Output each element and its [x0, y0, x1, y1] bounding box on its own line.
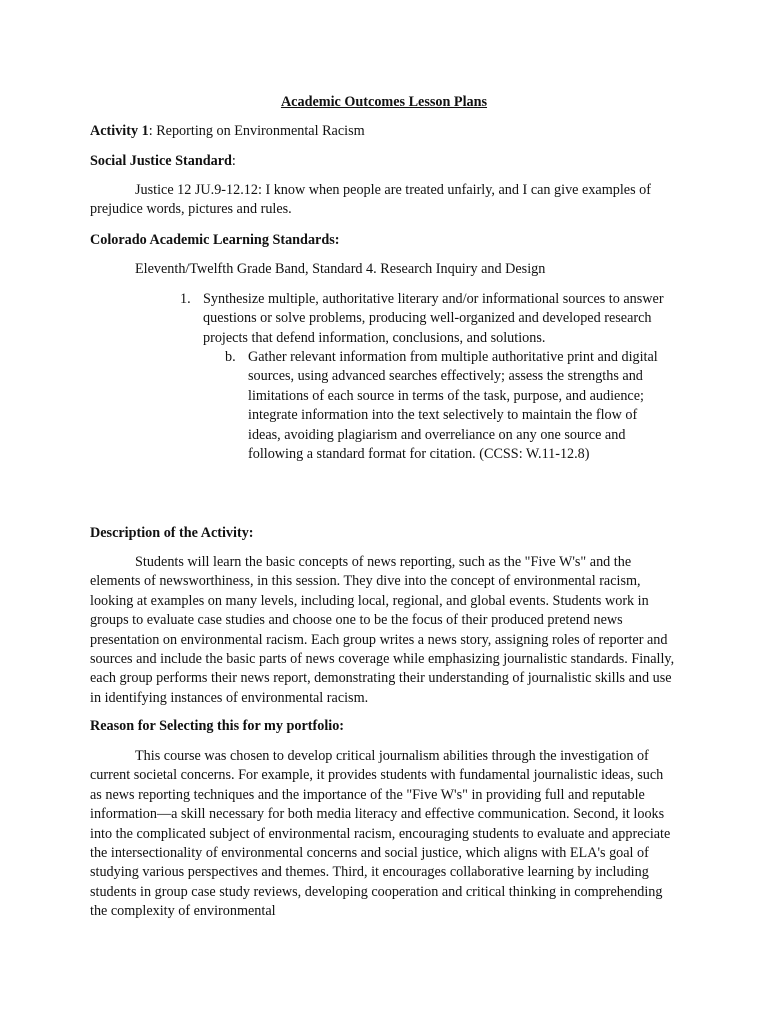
page-title: Academic Outcomes Lesson Plans [280, 94, 488, 110]
activity-line [90, 122, 674, 141]
colorado-band: Eleventh/Twelfth Grade Band, Standard 4. Research Inquiry and Design [135, 261, 546, 277]
activity-text: : Reporting on Environmental Racism [148, 123, 365, 139]
colorado-heading: Colorado Academic Learning Standards: [90, 232, 340, 248]
list-item-b-letter: b. [225, 349, 236, 365]
list-item-1-text: Synthesize multiple, authoritative literary and/or informational sources to answer questions or solve problems, producing well-organized and developed research projects that defend information, conclusions, and solutions. [203, 291, 664, 346]
activity-label: Activity 1 [90, 123, 149, 139]
description-body: Students will learn the basic concepts of news reporting, such as the "Five W's" and the elements of newsworthiness, in this session. They dive into the concept of environmental racism, looking at examples on many levels, including local, regional, and global events. Students work in groups to evaluate case studies and choose one to be the focus of their produced pretend news presentation on environmental racism. Each group writes a news story, assigning roles of reporter and sources and include the basic parts of news coverage while emphasizing journalistic standards. Finally, each group performs their news report, demonstrating their understanding of journalistic skills and use in identifying instances of environmental racism. [90, 554, 675, 706]
social-justice-heading-line [90, 152, 674, 171]
social-justice-heading: Social Justice Standard [90, 153, 232, 169]
description-heading: Description of the Activity: [90, 525, 254, 541]
list-item-1 [180, 290, 678, 348]
social-justice-body: Justice 12 JU.9-12.12: I know when people are treated unfairly, and I can give examples of prejudice words, pictures and rules. [90, 182, 651, 218]
list-item-1-number: 1. [180, 291, 191, 307]
social-justice-colon: : [231, 153, 236, 169]
reason-body: This course was chosen to develop critical journalism abilities through the investigation of current societal concerns. For example, it provides students with fundamental journalistic ideas, such as news reporting techniques and the importance of the "Five W's" in providing full and reputable information—a skill necessary for both media literacy and effective communication. Second, it looks into the complicated subject of environmental racism, encouraging students to evaluate and appreciate the intersectionality of environmental concerns and social justice, which aligns with ELA's goal of studying various perspectives and themes. Third, it encourages collaborative learning by including students in group case study reviews, developing cooperation and critical thinking in comprehending the complexity of environmental [90, 748, 671, 920]
list-item-b-text: Gather relevant information from multiple authoritative print and digital sources, using advanced searches effectively; assess the strengths and limitations of each source in terms of the task, purpose, and audience; integrate information into the text selectively to maintain the flow of ideas, avoiding plagiarism and overreliance on any one source and following a standard format for citation. (CCSS: W.11-12.8) [248, 349, 658, 463]
list-item-b [225, 348, 662, 464]
reason-heading: Reason for Selecting this for my portfolio: [90, 718, 345, 734]
